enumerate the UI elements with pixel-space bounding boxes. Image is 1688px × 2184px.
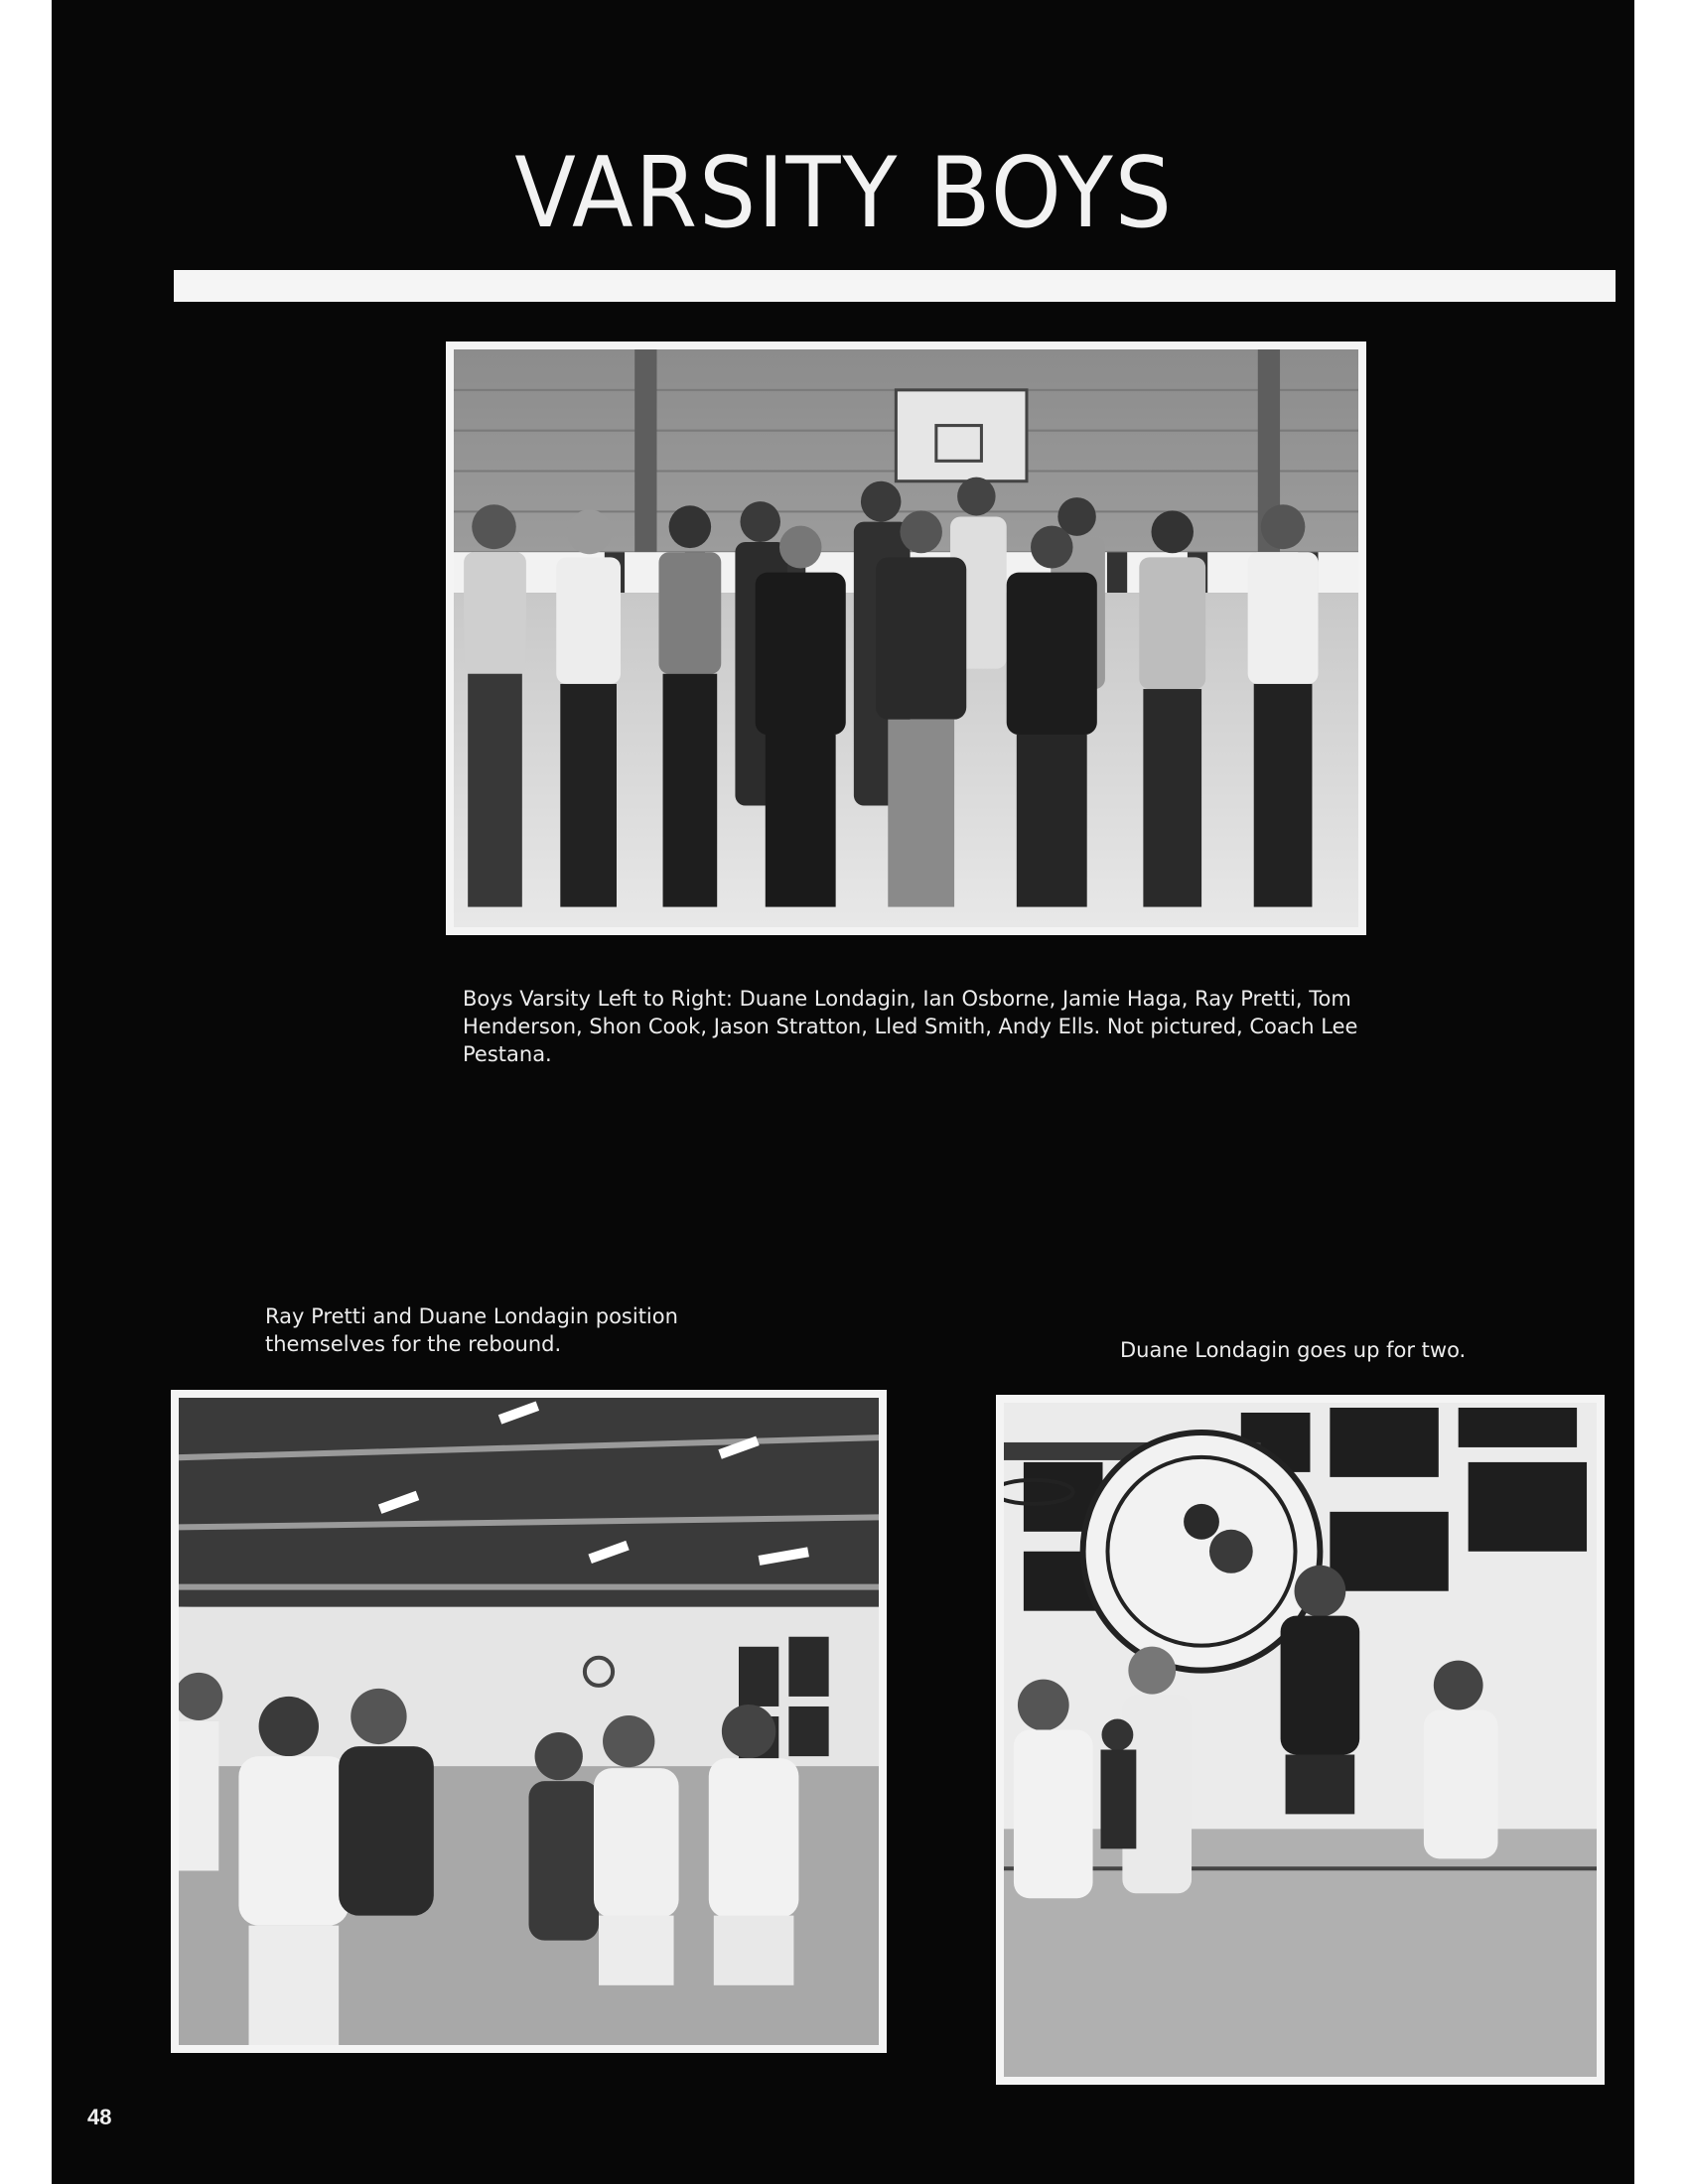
page-edge (1634, 0, 1688, 2184)
page-title: VARSITY BOYS (514, 137, 1174, 250)
title-rule (174, 270, 1616, 302)
layup-photo-image (1004, 1403, 1597, 2077)
rebound-photo (171, 1390, 887, 2053)
team-photo-image (454, 349, 1358, 927)
rebound-photo-caption: Ray Pretti and Duane Londagin position themselves for the rebound. (265, 1304, 678, 1356)
layup-photo-caption: Duane Londagin goes up for two. (1120, 1338, 1467, 1362)
layup-photo (996, 1395, 1605, 2085)
page-number: 48 (87, 2105, 112, 2129)
rebound-photo-image (179, 1398, 879, 2045)
team-photo (446, 341, 1366, 935)
team-photo-caption: Boys Varsity Left to Right: Duane Londagin, Ian Osborne, Jamie Haga, Ray Pretti, Tom Henderson, Shon Cook, Jason Stratton, Lled Smith, Andy Ells. Not pictured, Coach Lee Pestana. (463, 987, 1358, 1066)
